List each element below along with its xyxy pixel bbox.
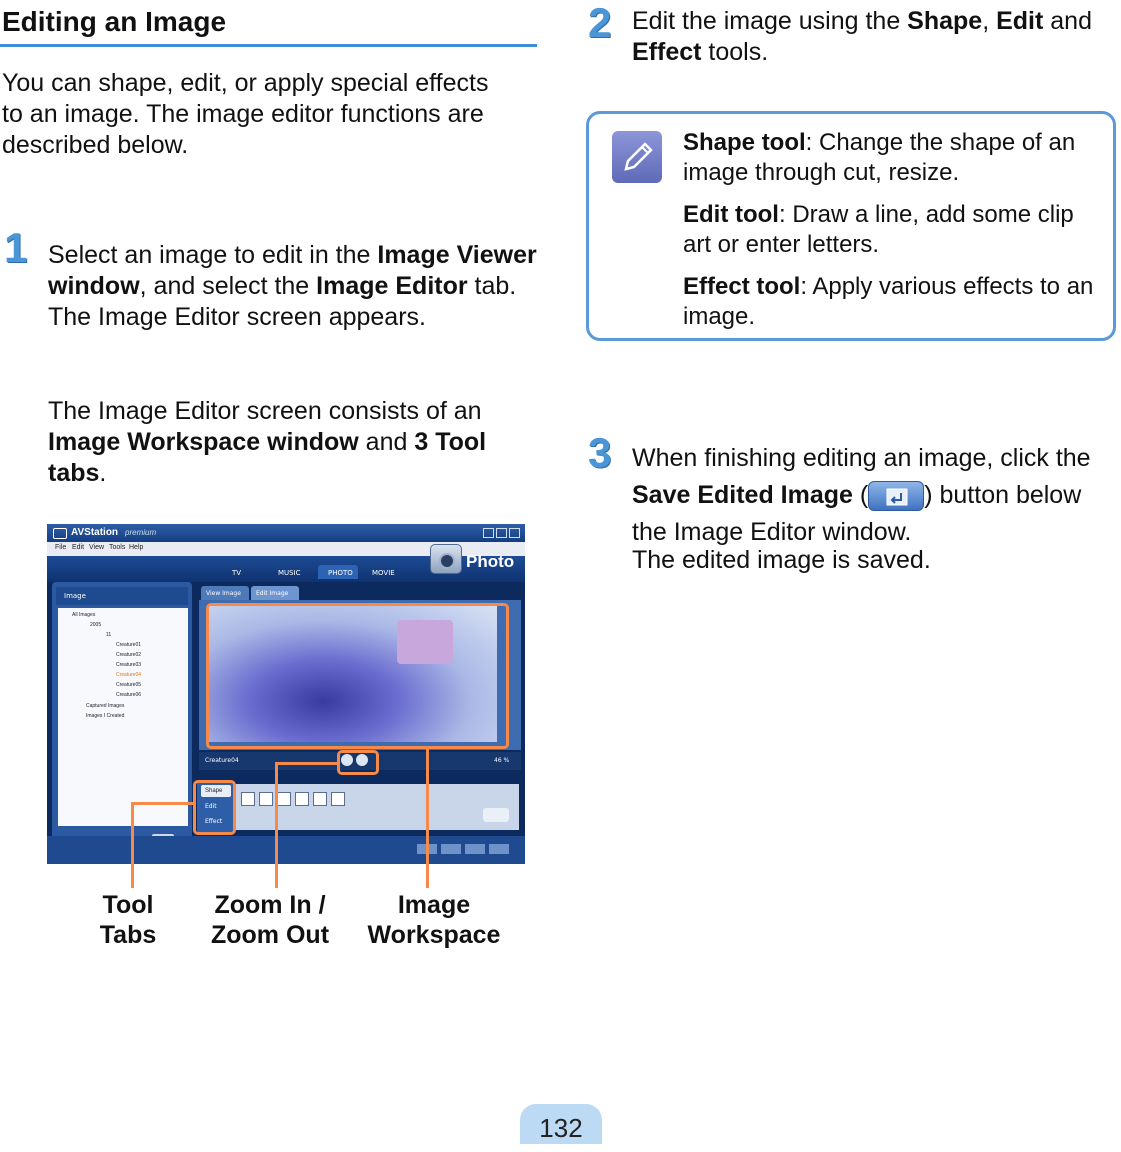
callout-zoom: Zoom In / Zoom Out: [210, 891, 330, 949]
tree-item[interactable]: Creature03: [116, 662, 142, 668]
page-number: 132: [520, 1104, 602, 1144]
menu-view[interactable]: View: [89, 544, 105, 551]
nav-tab-movie[interactable]: MOVIE: [372, 569, 395, 577]
tree-item-selected[interactable]: Creature04: [116, 672, 142, 678]
step-3-number: 3: [588, 429, 612, 476]
tree-item[interactable]: All Images: [72, 612, 96, 618]
tool-tabs-leader-v: [131, 802, 134, 888]
save-edited-image-button[interactable]: [465, 844, 485, 854]
menu-help[interactable]: Help: [129, 544, 144, 551]
nav-tab-photo[interactable]: PHOTO: [328, 569, 353, 577]
tree-item[interactable]: Captured Images: [86, 703, 125, 709]
step-2-text: Edit the image using the Shape, Edit and Effect tools.: [632, 7, 1092, 66]
frame-icon[interactable]: [331, 792, 345, 806]
image-tree: [58, 608, 188, 826]
zoom-level: 46 %: [494, 757, 510, 764]
save-edited-image-icon: [868, 481, 924, 511]
rotate-icon[interactable]: [259, 792, 273, 806]
zoom-leader-v: [275, 762, 278, 888]
menu-file[interactable]: File: [55, 544, 67, 551]
minimize-button[interactable]: [483, 528, 494, 538]
close-button[interactable]: [509, 528, 520, 538]
tree-item[interactable]: Creature02: [116, 652, 142, 658]
tool-tabs-highlight: [193, 780, 236, 835]
callout-tool-tabs: Tool Tabs: [99, 891, 157, 949]
mirror-icon[interactable]: [313, 792, 327, 806]
camera-icon: [430, 544, 462, 574]
step-3-text: When finishing editing an image, click the Save Edited Image ( ) button below the Image Editor window.: [632, 444, 1091, 546]
view-tabs: [199, 584, 521, 600]
step-2-number: 2: [588, 0, 612, 46]
file-name: Creature04: [205, 757, 239, 764]
tree-item[interactable]: 2005: [90, 622, 102, 628]
tab-edit-image[interactable]: Edit Image: [256, 590, 289, 597]
app-name: AVStation: [71, 527, 119, 538]
step-1-number: 1: [4, 224, 28, 271]
image-panel: [52, 582, 192, 854]
workspace-highlight: [206, 603, 509, 749]
zoom-highlight: [337, 750, 379, 775]
app-edition: premium: [125, 528, 157, 537]
resize-icon[interactable]: [277, 792, 291, 806]
tool-tab-effect[interactable]: Effect: [205, 818, 223, 825]
menu-tools[interactable]: Tools: [109, 544, 126, 551]
note-edit: Edit tool: Draw a line, add some clip art or enter letters.: [683, 201, 1074, 258]
section-title: Photo: [466, 552, 515, 571]
nav-tab-music[interactable]: MUSIC: [278, 569, 301, 577]
nav-tabs: [220, 564, 420, 580]
app-logo-icon: [53, 528, 67, 539]
intro-text: You can shape, edit, or apply special effects to an image. The image editor functions are described below.: [2, 69, 489, 159]
undo-button[interactable]: [483, 808, 509, 822]
workspace-leader-v: [426, 748, 429, 888]
menu-edit[interactable]: Edit: [72, 544, 85, 551]
title-underline: [0, 44, 537, 47]
image-panel-title: Image: [64, 592, 86, 600]
nav-tab-tv[interactable]: TV: [232, 569, 242, 577]
zoom-leader-h: [275, 762, 338, 765]
step-1-detail: The Image Editor screen consists of an Image Workspace window and 3 Tool tabs.: [48, 397, 487, 487]
maximize-button[interactable]: [496, 528, 507, 538]
note-pencil-icon: [612, 131, 662, 183]
bottom-bar: [47, 836, 525, 864]
tree-item[interactable]: Images I Created: [86, 713, 125, 719]
tree-item[interactable]: Creature01: [116, 642, 142, 648]
window-titlebar: [47, 524, 525, 542]
tree-item[interactable]: Creature06: [116, 692, 142, 698]
tree-item[interactable]: Creature05: [116, 682, 142, 688]
page-title: Editing an Image: [2, 6, 227, 37]
tab-view-image[interactable]: View Image: [206, 590, 241, 597]
crop-icon[interactable]: [241, 792, 255, 806]
tree-item[interactable]: 11: [106, 632, 112, 638]
step-1-text: Select an image to edit in the Image Viewer window, and select the Image Editor tab. The Image Editor screen appears.: [48, 241, 537, 331]
flip-icon[interactable]: [295, 792, 309, 806]
image-panel-header: [56, 587, 188, 605]
bottom-button[interactable]: [441, 844, 461, 854]
note-effect: Effect tool: Apply various effects to an image.: [683, 273, 1094, 330]
tool-tabs-leader-h: [131, 802, 194, 805]
bottom-button[interactable]: [489, 844, 509, 854]
callout-workspace: Image Workspace: [367, 891, 501, 949]
tool-tab-shape[interactable]: Shape: [205, 788, 223, 794]
note-shape: Shape tool: Change the shape of an image through cut, resize.: [683, 129, 1076, 186]
tool-tab-edit[interactable]: Edit: [205, 803, 217, 810]
step-3-result: The edited image is saved.: [632, 546, 931, 574]
